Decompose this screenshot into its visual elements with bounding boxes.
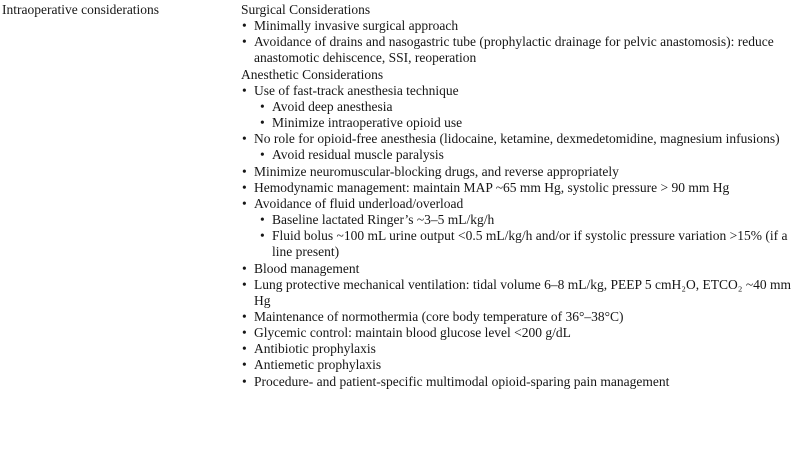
bullet-icon: • — [260, 115, 265, 131]
section-heading-anesthetic: Anesthetic Considerations — [241, 66, 384, 82]
list-item-text: Fluid bolus ~100 mL urine output <0.5 mL/kg/h and/or if systolic pressure variation >15% (if a line present) — [272, 228, 788, 260]
row-label: Intraoperative considerations — [2, 2, 160, 17]
list-item-text: Maintenance of normothermia (core body temperature of 36°–38°C) — [254, 308, 624, 324]
bullet-icon: • — [242, 308, 247, 324]
list-item-text: Antiemetic prophylaxis — [254, 357, 382, 373]
list-item — [241, 180, 797, 196]
list-item — [241, 115, 797, 131]
bullet-icon: • — [242, 34, 247, 50]
list-item — [241, 147, 797, 163]
list-item — [241, 18, 797, 34]
bullet-icon: • — [242, 195, 247, 211]
list-item-text: Use of fast-track anesthesia technique — [254, 82, 459, 98]
list-item-text: Glycemic control: maintain blood glucose level <200 g/dL — [254, 325, 571, 341]
list-item-text: Lung protective mechanical ventilation: tidal volume 6–8 mL/kg, PEEP 5 cmH₂O, ETCO₂ ~40 mm Hg — [254, 276, 791, 308]
list-item — [241, 325, 797, 341]
list-item — [241, 341, 797, 357]
bullet-icon: • — [242, 373, 247, 389]
bullet-icon: • — [242, 357, 247, 373]
list-item — [241, 228, 797, 260]
list-item-text: Minimize neuromuscular-blocking drugs, and reverse appropriately — [254, 163, 619, 179]
list-item — [241, 277, 797, 309]
list-item — [241, 357, 797, 373]
list-item-text: Procedure- and patient-specific multimodal opioid-sparing pain management — [254, 373, 670, 389]
list-item — [241, 374, 797, 390]
bullet-icon: • — [242, 276, 247, 292]
list-item-text: Baseline lactated Ringer’s ~3–5 mL/kg/h — [272, 212, 495, 228]
list-item — [241, 309, 797, 325]
bullet-icon: • — [242, 179, 247, 195]
bullet-icon: • — [260, 212, 265, 228]
bullet-icon: • — [260, 147, 265, 163]
section-heading-surgical: Surgical Considerations — [241, 2, 371, 17]
list-item — [241, 83, 797, 99]
list-item — [241, 131, 797, 147]
bullet-icon: • — [260, 228, 265, 244]
list-item — [241, 164, 797, 180]
bullet-icon: • — [242, 341, 247, 357]
list-item-text: Avoid deep anesthesia — [272, 98, 393, 114]
bullet-icon: • — [242, 18, 247, 34]
row-content — [241, 2, 797, 390]
list-item — [241, 99, 797, 115]
list-item-text: Hemodynamic management: maintain MAP ~65 mm Hg, systolic pressure > 90 mm Hg — [254, 179, 730, 195]
list-item — [241, 261, 797, 277]
bullet-icon: • — [242, 325, 247, 341]
bullet-icon: • — [260, 98, 265, 114]
bullet-icon: • — [242, 163, 247, 179]
list-item-text: Avoidance of drains and nasogastric tube (prophylactic drainage for pelvic anastomosis): reduce anastomotic dehiscence, SSI, reoperation — [254, 34, 774, 66]
list-item-text: Minimally invasive surgical approach — [254, 18, 459, 34]
list-item — [241, 212, 797, 228]
bullet-icon: • — [242, 82, 247, 98]
list-item-text: Avoidance of fluid underload/overload — [254, 195, 464, 211]
bullet-icon: • — [242, 260, 247, 276]
list-item — [241, 34, 797, 66]
bullet-icon: • — [242, 131, 247, 147]
list-item — [241, 196, 797, 212]
list-item-text: Blood management — [254, 260, 360, 276]
list-item-text: No role for opioid-free anesthesia (lidocaine, ketamine, dexmedetomidine, magnesium infusions) — [254, 131, 780, 147]
list-item-text: Minimize intraoperative opioid use — [272, 115, 463, 131]
list-item-text: Avoid residual muscle paralysis — [272, 147, 444, 163]
list-item-text: Antibiotic prophylaxis — [254, 341, 376, 357]
